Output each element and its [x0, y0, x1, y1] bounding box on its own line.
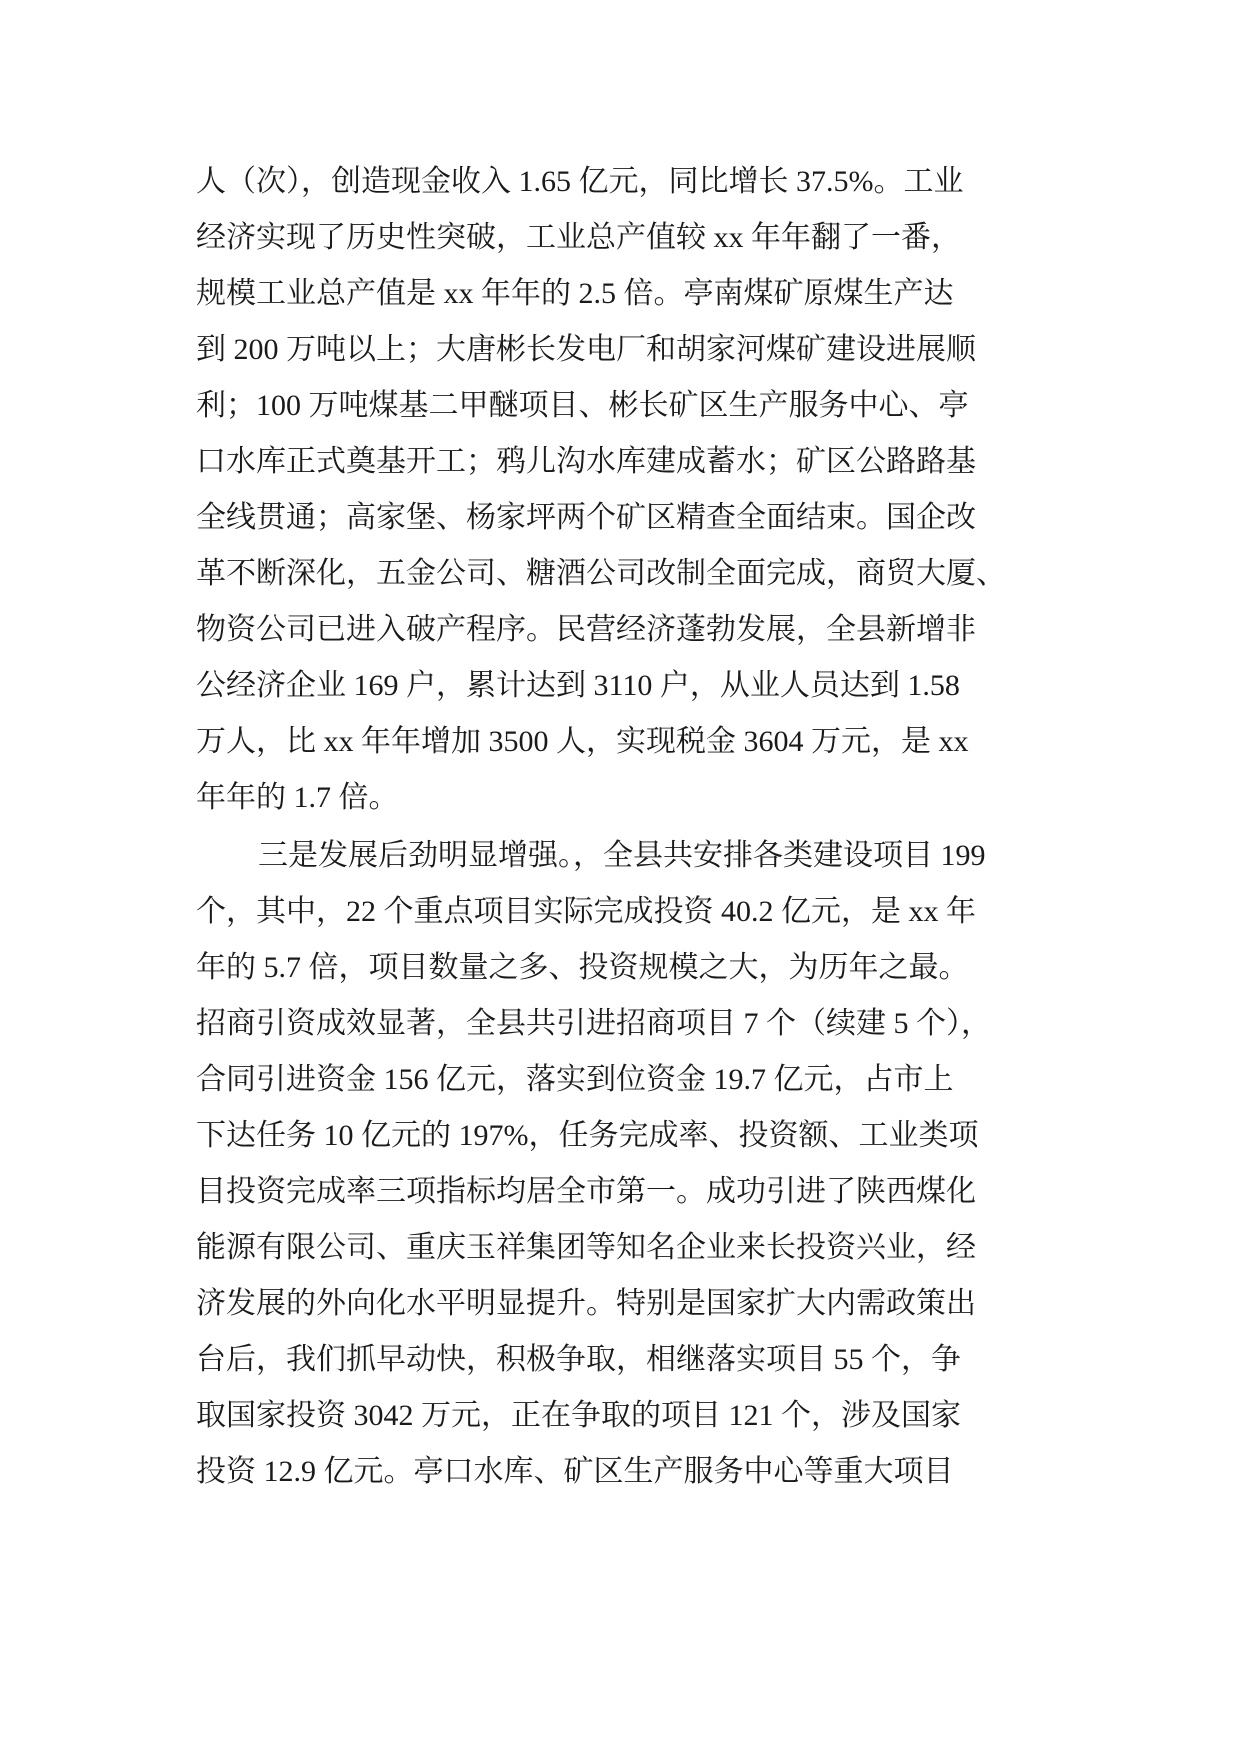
text-line: 下达任务 10 亿元的 197%，任务完成率、投资额、工业类项 — [196, 1119, 979, 1152]
text-line: 合同引进资金 156 亿元，落实到位资金 19.7 亿元，占市上 — [196, 1063, 954, 1096]
text-line: 取国家投资 3042 万元，正在争取的项目 121 个，涉及国家 — [196, 1399, 961, 1432]
text-line: 规模工业总产值是 xx 年年的 2.5 倍。亭南煤矿原煤生产达 — [196, 277, 954, 310]
text-line: 万人，比 xx 年年增加 3500 人，实现税金 3604 万元，是 xx — [196, 725, 969, 758]
text-line: 个，其中，22 个重点项目实际完成投资 40.2 亿元，是 xx 年 — [196, 895, 976, 928]
text-line: 口水库正式奠基开工；鸦儿沟水库建成蓄水；矿区公路路基 — [196, 445, 976, 478]
text-line: 年年的 1.7 倍。 — [196, 781, 399, 814]
text-line: 目投资完成率三项指标均居全市第一。成功引进了陕西煤化 — [196, 1175, 976, 1208]
text-line: 投资 12.9 亿元。亭口水库、矿区生产服务中心等重大项目 — [196, 1455, 954, 1488]
text-line: 全线贯通；高家堡、杨家坪两个矿区精查全面结束。国企改 — [196, 501, 976, 534]
text-line: 年的 5.7 倍，项目数量之多、投资规模之大，为历年之最。 — [196, 951, 969, 984]
text-line: 人（次），创造现金收入 1.65 亿元，同比增长 37.5%。工业 — [196, 165, 964, 198]
text-line: 物资公司已进入破产程序。民营经济蓬勃发展，全县新增非 — [196, 613, 976, 646]
text-line: 经济实现了历史性突破，工业总产值较 xx 年年翻了一番， — [196, 221, 961, 254]
text-line: 台后，我们抓早动快，积极争取，相继落实项目 55 个，争 — [196, 1343, 961, 1376]
text-line: 招商引资成效显著，全县共引进招商项目 7 个（续建 5 个）， — [196, 1007, 991, 1040]
text-line: 三是发展后劲明显增强。，全县共安排各类建设项目 199 — [258, 839, 986, 872]
text-line: 到 200 万吨以上；大唐彬长发电厂和胡家河煤矿建设进展顺 — [196, 333, 976, 366]
text-line: 济发展的外向化水平明显提升。特别是国家扩大内需政策出 — [196, 1287, 976, 1320]
text-line: 利；100 万吨煤基二甲醚项目、彬长矿区生产服务中心、亭 — [196, 389, 969, 422]
text-line: 革不断深化，五金公司、糖酒公司改制全面完成，商贸大厦、 — [196, 557, 1006, 590]
text-line: 公经济企业 169 户，累计达到 3110 户，从业人员达到 1.58 — [196, 669, 960, 702]
text-line: 能源有限公司、重庆玉祥集团等知名企业来长投资兴业，经 — [196, 1231, 976, 1264]
